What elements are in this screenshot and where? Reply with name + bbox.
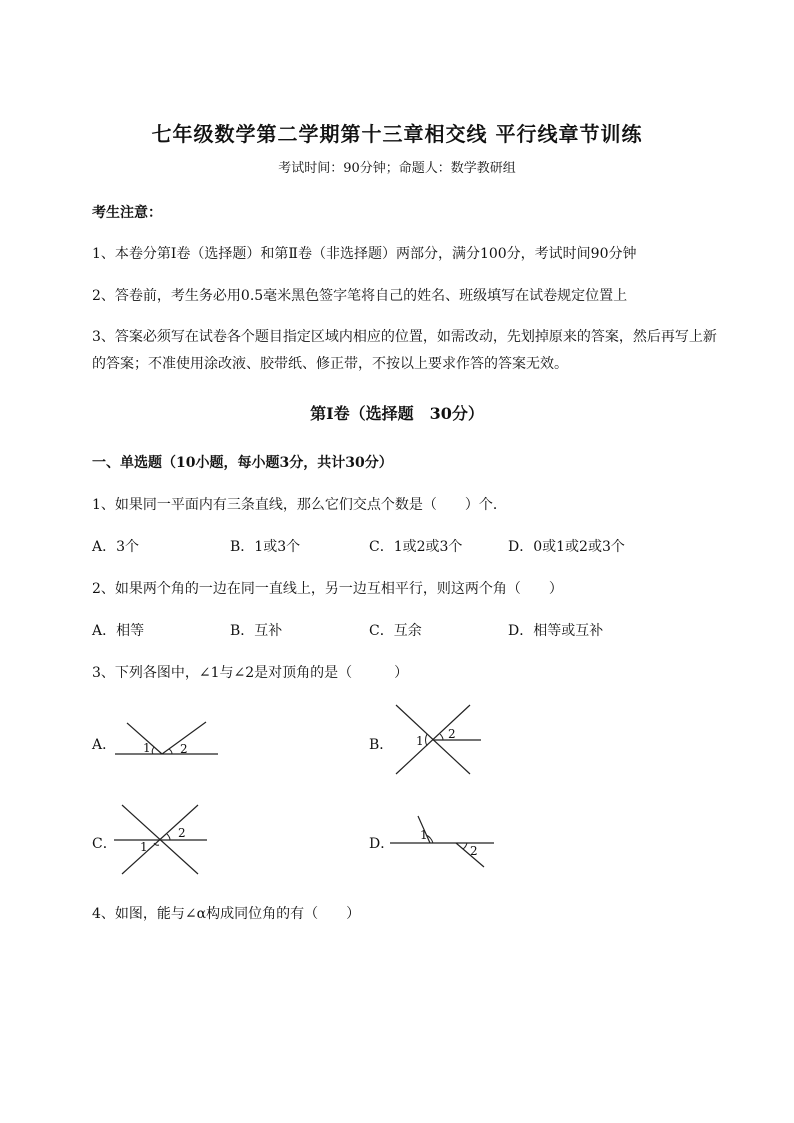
question-1-option-d[interactable]: D．0或1或2或3个 [508,539,625,555]
exam-title: 七年级数学第二学期第十三章相交线 平行线章节训练 [151,122,643,146]
question-3-option-a[interactable]: A． [92,737,117,753]
figure-c-label-2: 2 [178,826,186,840]
figure-a-arc-2 [169,749,172,754]
question-2-option-d[interactable]: D．相等或互补 [508,623,604,639]
figure-a-label-1: 1 [143,741,151,755]
question-3-stem: 3、下列各图中，∠1与∠2是对顶角的是（ ） [92,665,409,681]
question-1-option-c[interactable]: C．1或2或3个 [369,539,463,555]
question-4-stem: 4、如图，能与∠α构成同位角的有（ ） [92,906,361,922]
exam-subtitle: 考试时间：90分钟；命题人：数学教研组 [278,161,516,176]
question-3-option-c[interactable]: C． [92,836,117,852]
figure-b-label-1: 1 [416,734,424,748]
figure-b-label-2: 2 [448,727,456,741]
note-item-3-cont: 的答案；不准使用涂改液、胶带纸、修正带，不按以上要求作答的答案无效。 [92,356,568,372]
figure-d-arc-2 [463,843,467,849]
question-1-option-b[interactable]: B．1或3个 [230,539,301,555]
figure-a-label-2: 2 [180,742,188,756]
question-2-stem: 2、如果两个角的一边在同一直线上，另一边互相平行，则这两个角（ ） [92,581,563,597]
figure-b-arc-1 [426,734,428,746]
question-3-option-b[interactable]: B． [369,737,394,753]
note-item-3: 3、答案必须写在试卷各个题目指定区域内相应的位置，如需改动，先划掉原来的答案，然后再写上新 [92,329,717,345]
figure-d-label-2: 2 [470,844,478,858]
question-3-option-d[interactable]: D． [369,836,395,852]
question-1-stem: 1、如果同一平面内有三条直线，那么它们交点个数是（ ）个． [92,497,507,513]
figure-c-label-1: 1 [140,840,148,854]
figure-b [388,702,483,777]
figure-b-arc-2 [440,734,443,740]
figure-a-arc-1 [152,747,154,754]
question-2-option-a[interactable]: A．相等 [92,623,145,639]
note-item-2: 2、答卷前，考生务必用0.5毫米黑色签字笔将自己的姓名、班级填写在试卷规定位置上 [92,288,628,304]
notes-heading: 考生注意： [92,205,162,221]
question-2-option-b[interactable]: B．互补 [230,623,283,639]
figure-c-arc-2 [167,834,170,840]
question-1-option-a[interactable]: A．3个 [92,539,140,555]
figure-d [388,812,498,872]
question-2-option-c[interactable]: C．互余 [369,623,422,639]
figure-a [110,718,220,760]
section-title: 第Ⅰ卷（选择题 30分） [310,404,484,423]
figure-d-label-1: 1 [420,828,428,842]
note-item-1: 1、本卷分第Ⅰ卷（选择题）和第Ⅱ卷（非选择题）两部分，满分100分，考试时间90分钟 [92,246,637,262]
figure-c [112,802,210,877]
part-heading: 一、单选题（10小题，每小题3分，共计30分） [92,455,393,471]
